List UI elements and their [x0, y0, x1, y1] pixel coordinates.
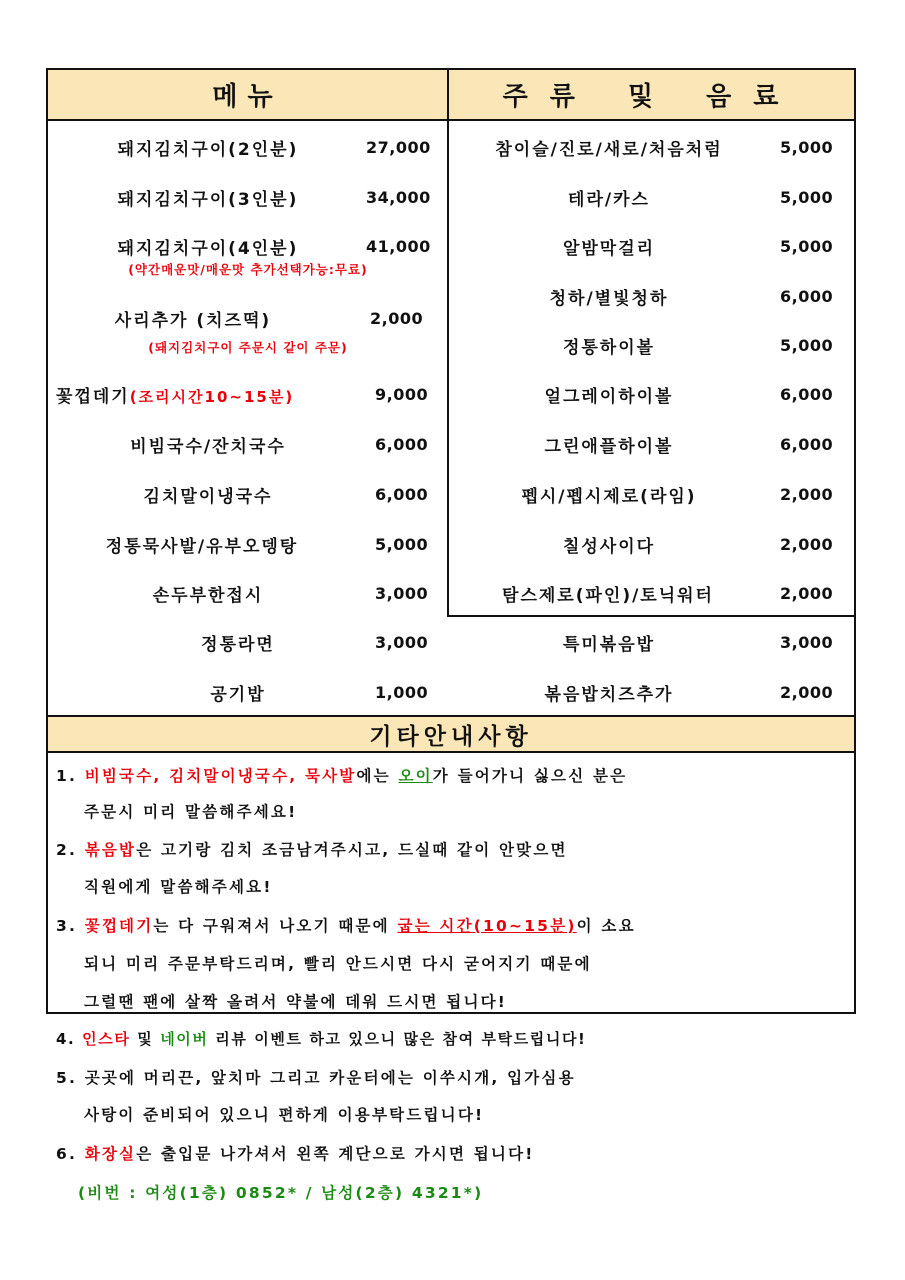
- drink-item-name: 테라/카스: [568, 189, 650, 210]
- menu-item-name: 정통라면: [201, 634, 275, 655]
- menu-item-price: 41,000: [366, 236, 431, 256]
- menu-item: [48, 182, 448, 212]
- drink-item: [450, 379, 854, 409]
- drink-item-price: 5,000: [780, 335, 834, 355]
- drink-item: [450, 281, 854, 311]
- menu-item-price: 9,000: [375, 384, 429, 404]
- drink-item: [450, 231, 854, 261]
- drink-item-name: 펩시/펩시제로(라임): [521, 486, 697, 507]
- drink-item: [450, 132, 854, 162]
- menu-item-name: 손두부한접시: [152, 585, 264, 606]
- drink-item: [450, 578, 854, 608]
- drink-item-name: 그린애플하이볼: [544, 436, 674, 457]
- menu-item: [48, 627, 448, 657]
- menu-item-price: 34,000: [366, 187, 431, 207]
- menu-item: [48, 132, 448, 162]
- drink-item-name: 얼그레이하이볼: [544, 386, 674, 407]
- menu-item-price: 3,000: [375, 583, 429, 603]
- menu-item-name: 돼지김치구이(3인분): [117, 189, 299, 210]
- info-line-1: 1. 비빔국수, 김치말이냉국수, 묵사발에는 오이가 들어가니 싫으신 분은: [56, 767, 628, 785]
- menu-item-price: 2,000: [370, 308, 424, 328]
- menu-item: [48, 479, 448, 509]
- info-header: 기타안내사항: [48, 715, 854, 753]
- drink-item: [450, 627, 854, 657]
- drink-item-name: 탐스제로(파인)/토닉워터: [502, 585, 714, 606]
- menu-item-note: (약간매운맛/매운맛 추가선택가능:무료): [128, 262, 368, 277]
- drink-item: [450, 677, 854, 707]
- restroom-password: (비번 : 여성(1층) 0852* / 남성(2층) 4321*): [78, 1184, 484, 1202]
- menu-item-name: 사리추가 (치즈떡): [114, 310, 272, 331]
- menu-item: [48, 231, 448, 261]
- drink-item-price: 6,000: [780, 434, 834, 454]
- menu-item-price: 1,000: [375, 682, 429, 702]
- info-line-3c: 그럴땐 팬에 살짝 올려서 약불에 데워 드시면 됩니다!: [84, 993, 508, 1011]
- menu-item: [48, 379, 448, 409]
- drinks-box-bottom-border: [447, 615, 854, 617]
- drink-item: [450, 330, 854, 360]
- menu-item-name: 공기밥: [210, 684, 266, 705]
- drink-item-price: 2,000: [780, 534, 834, 554]
- menu-sheet: [46, 68, 856, 1202]
- menu-item-price: 6,000: [375, 484, 429, 504]
- menu-item-price: 27,000: [366, 137, 431, 157]
- drink-item: [450, 529, 854, 559]
- drink-item-price: 5,000: [780, 236, 834, 256]
- drink-item-price: 6,000: [780, 286, 834, 306]
- menu-item-name: 김치말이냉국수: [143, 486, 273, 507]
- menu-item-price: 3,000: [375, 632, 429, 652]
- drink-item-price: 2,000: [780, 682, 834, 702]
- drink-item-name: 참이슬/진로/새로/처음처럼: [495, 139, 723, 160]
- info-line-2: 2. 볶음밥은 고기랑 김치 조금남겨주시고, 드실때 같이 안맞으면: [56, 841, 568, 859]
- menu-item-name: 비빔국수/잔치국수: [130, 436, 286, 457]
- menu-item-name: 꽃껍데기(조리시간10~15분): [56, 386, 295, 407]
- drink-item: [450, 479, 854, 509]
- menu-item: [48, 578, 448, 608]
- drink-item-name: 알밤막걸리: [562, 238, 656, 259]
- drink-item-price: 6,000: [780, 384, 834, 404]
- menu-item-price: 6,000: [375, 434, 429, 454]
- drink-item-price: 5,000: [780, 137, 834, 157]
- menu-item-note: (돼지김치구이 주문시 같이 주문): [148, 340, 348, 355]
- drink-item: [450, 182, 854, 212]
- info-line-3b: 되니 미리 주문부탁드리며, 빨리 안드시면 다시 굳어지기 때문에: [84, 955, 592, 973]
- info-line-4: 4. 인스타 및 네이버 리뷰 이벤트 하고 있으니 많은 참여 부탁드립니다!: [56, 1030, 587, 1048]
- drink-item-name: 특미볶음밥: [562, 634, 656, 655]
- info-line-2b: 직원에게 말씀해주세요!: [84, 878, 273, 896]
- info-line-1b: 주문시 미리 말씀해주세요!: [84, 803, 298, 821]
- info-line-5b: 사탕이 준비되어 있으니 편하게 이용부탁드립니다!: [84, 1106, 485, 1124]
- drink-item-price: 2,000: [780, 484, 834, 504]
- info-line-6: 6. 화장실은 출입문 나가셔서 왼쪽 계단으로 가시면 됩니다!: [56, 1145, 535, 1163]
- drink-item-price: 5,000: [780, 187, 834, 207]
- drink-item-name: 볶음밥치즈추가: [544, 684, 674, 705]
- drink-item-name: 정통하이볼: [562, 337, 656, 358]
- info-line-3: 3. 꽃껍데기는 다 구워져서 나오기 때문에 굽는 시간(10~15분)이 소요: [56, 917, 636, 935]
- menu-item-cooking-time: (조리시간10~15분): [129, 387, 295, 406]
- drink-item-price: 2,000: [780, 583, 834, 603]
- menu-item-name: 돼지김치구이(4인분): [117, 238, 299, 259]
- menu-header: 메뉴: [48, 70, 449, 121]
- menu-item: [48, 529, 448, 559]
- drinks-header: 주류 및 음료: [449, 70, 854, 121]
- menu-item-name: 정통묵사발/유부오뎅탕: [105, 536, 299, 557]
- drink-item-name: 칠성사이다: [562, 536, 656, 557]
- menu-item: [48, 677, 448, 707]
- drink-item: [450, 429, 854, 459]
- drink-item-name: 청하/별빛청하: [549, 288, 669, 309]
- menu-item: [48, 429, 448, 459]
- menu-item-price: 5,000: [375, 534, 429, 554]
- menu-item-name: 돼지김치구이(2인분): [117, 139, 299, 160]
- drink-item-price: 3,000: [780, 632, 834, 652]
- menu-item: [48, 303, 448, 333]
- info-line-5: 5. 곳곳에 머리끈, 앞치마 그리고 카운터에는 이쑤시개, 입가심용: [56, 1069, 576, 1087]
